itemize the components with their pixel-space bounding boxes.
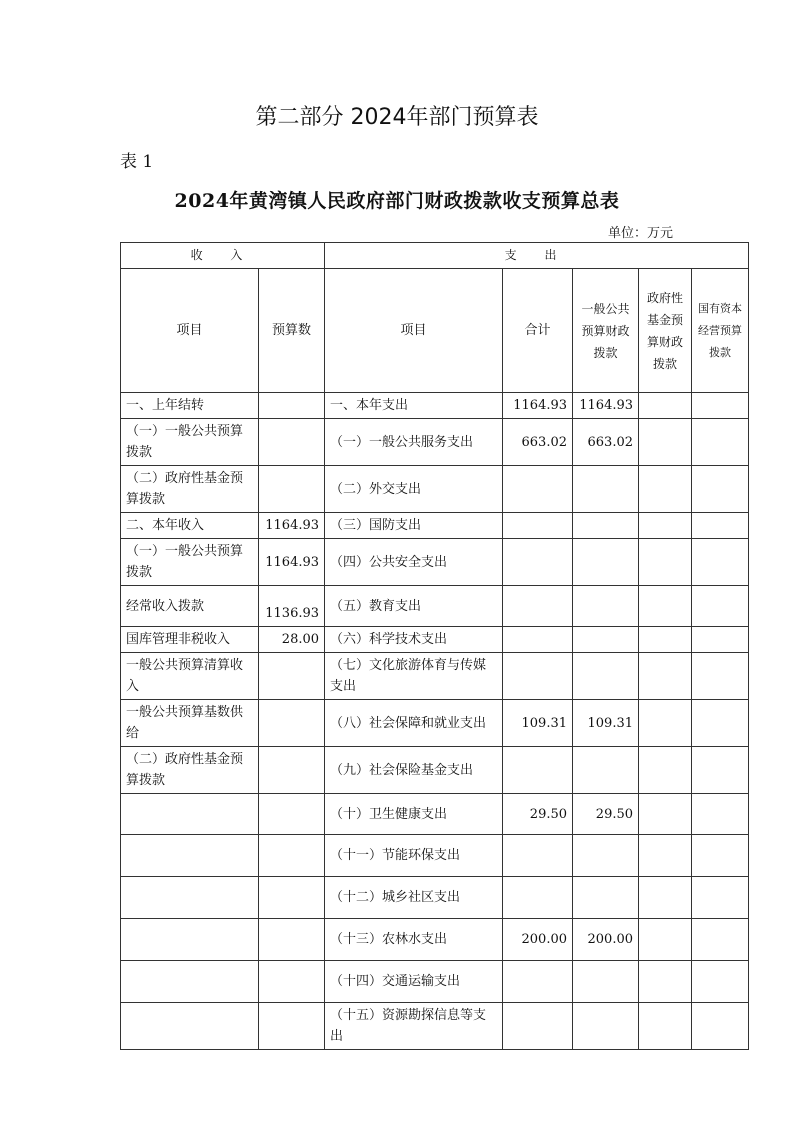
income-amount-cell: 28.00 <box>259 627 325 653</box>
total-cell: 200.00 <box>503 919 573 961</box>
income-item-cell: 一般公共预算基数供给 <box>121 700 259 747</box>
table-row <box>121 513 749 539</box>
income-item-cell: 国库管理非税收入 <box>121 627 259 653</box>
expense-item-cell: （十）卫生健康支出 <box>325 794 503 835</box>
income-amount-cell: 1164.93 <box>259 539 325 586</box>
table-row <box>121 835 749 877</box>
income-item-cell <box>121 1003 259 1050</box>
gov-fund-cell <box>639 1003 692 1050</box>
income-item-cell: 二、本年收入 <box>121 513 259 539</box>
total-cell <box>503 961 573 1003</box>
income-amount-cell <box>259 1003 325 1050</box>
state-capital-cell <box>692 1003 749 1050</box>
state-capital-cell <box>692 700 749 747</box>
general-budget-cell <box>573 466 639 513</box>
expense-item-cell: （十三）农林水支出 <box>325 919 503 961</box>
state-capital-cell <box>692 419 749 466</box>
state-capital-cell <box>692 653 749 700</box>
expense-item-cell: （三）国防支出 <box>325 513 503 539</box>
general-budget-cell <box>573 877 639 919</box>
col-general-budget: 一般公共预算财政拨款 <box>573 269 639 393</box>
income-amount-cell <box>259 919 325 961</box>
general-budget-cell: 29.50 <box>573 794 639 835</box>
part-title: 第二部分 2024年部门预算表 <box>255 105 539 130</box>
total-cell <box>503 466 573 513</box>
general-budget-cell: 109.31 <box>573 700 639 747</box>
expense-item-cell: （十二）城乡社区支出 <box>325 877 503 919</box>
state-capital-cell <box>692 393 749 419</box>
expense-item-cell: （七）文化旅游体育与传媒支出 <box>325 653 503 700</box>
header-expense: 支 出 <box>325 243 749 269</box>
income-amount-cell <box>259 700 325 747</box>
income-amount-cell <box>259 835 325 877</box>
gov-fund-cell <box>639 794 692 835</box>
table-row <box>121 919 749 961</box>
col-gov-fund: 政府性基金预算财政拨款 <box>639 269 692 393</box>
expense-item-cell: （九）社会保险基金支出 <box>325 747 503 794</box>
income-item-cell <box>121 877 259 919</box>
header-row-columns <box>121 269 749 393</box>
state-capital-cell <box>692 466 749 513</box>
table-row <box>121 653 749 700</box>
expense-item-cell: （八）社会保障和就业支出 <box>325 700 503 747</box>
total-cell <box>503 539 573 586</box>
table-row <box>121 961 749 1003</box>
income-item-cell: （二）政府性基金预算拨款 <box>121 747 259 794</box>
gov-fund-cell <box>639 961 692 1003</box>
income-item-cell: （二）政府性基金预算拨款 <box>121 466 259 513</box>
income-amount-cell: 1136.93 <box>259 586 325 627</box>
total-cell <box>503 747 573 794</box>
gov-fund-cell <box>639 393 692 419</box>
total-cell <box>503 653 573 700</box>
gov-fund-cell <box>639 835 692 877</box>
col-expense-item: 项目 <box>325 269 503 393</box>
general-budget-cell <box>573 835 639 877</box>
gov-fund-cell <box>639 700 692 747</box>
expense-item-cell: （一）一般公共服务支出 <box>325 419 503 466</box>
gov-fund-cell <box>639 539 692 586</box>
general-budget-cell: 200.00 <box>573 919 639 961</box>
expense-item-cell: （五）教育支出 <box>325 586 503 627</box>
total-cell <box>503 1003 573 1050</box>
state-capital-cell <box>692 961 749 1003</box>
table-label: 表 1 <box>120 152 154 172</box>
table-row <box>121 627 749 653</box>
col-total: 合计 <box>503 269 573 393</box>
gov-fund-cell <box>639 919 692 961</box>
general-budget-cell: 663.02 <box>573 419 639 466</box>
state-capital-cell <box>692 877 749 919</box>
state-capital-cell <box>692 747 749 794</box>
state-capital-cell <box>692 513 749 539</box>
header-income: 收 入 <box>121 243 325 269</box>
total-cell <box>503 835 573 877</box>
table-row <box>121 539 749 586</box>
table-row <box>121 1003 749 1050</box>
expense-item-cell: （六）科学技术支出 <box>325 627 503 653</box>
table-row <box>121 466 749 513</box>
income-item-cell: 一般公共预算清算收入 <box>121 653 259 700</box>
expense-item-cell: （十四）交通运输支出 <box>325 961 503 1003</box>
table-row <box>121 877 749 919</box>
gov-fund-cell <box>639 466 692 513</box>
gov-fund-cell <box>639 747 692 794</box>
income-amount-cell <box>259 466 325 513</box>
table-row <box>121 700 749 747</box>
income-amount-cell <box>259 653 325 700</box>
table-row <box>121 747 749 794</box>
income-item-cell: 一、上年结转 <box>121 393 259 419</box>
income-item-cell <box>121 835 259 877</box>
expense-item-cell: 一、本年支出 <box>325 393 503 419</box>
header-row-groups <box>121 243 749 269</box>
total-cell <box>503 627 573 653</box>
income-amount-cell <box>259 419 325 466</box>
state-capital-cell <box>692 586 749 627</box>
total-cell: 663.02 <box>503 419 573 466</box>
table-body <box>121 393 749 1050</box>
total-cell <box>503 877 573 919</box>
table-title: 2024年黄湾镇人民政府部门财政拨款收支预算总表 <box>174 190 620 212</box>
table-row <box>121 419 749 466</box>
total-cell <box>503 586 573 627</box>
col-state-capital: 国有资本经营预算拨款 <box>692 269 749 393</box>
table-row <box>121 794 749 835</box>
general-budget-cell <box>573 747 639 794</box>
expense-item-cell: （十五）资源勘探信息等支出 <box>325 1003 503 1050</box>
col-income-budget: 预算数 <box>259 269 325 393</box>
total-cell: 109.31 <box>503 700 573 747</box>
general-budget-cell <box>573 627 639 653</box>
gov-fund-cell <box>639 513 692 539</box>
col-income-item: 项目 <box>121 269 259 393</box>
budget-table <box>120 242 749 1050</box>
state-capital-cell <box>692 539 749 586</box>
state-capital-cell <box>692 919 749 961</box>
gov-fund-cell <box>639 586 692 627</box>
expense-item-cell: （十一）节能环保支出 <box>325 835 503 877</box>
income-item-cell <box>121 794 259 835</box>
income-item-cell: （一）一般公共预算拨款 <box>121 419 259 466</box>
gov-fund-cell <box>639 877 692 919</box>
table-row <box>121 586 749 627</box>
income-amount-cell <box>259 747 325 794</box>
general-budget-cell <box>573 1003 639 1050</box>
income-amount-cell <box>259 794 325 835</box>
expense-item-cell: （四）公共安全支出 <box>325 539 503 586</box>
table-row <box>121 393 749 419</box>
income-item-cell: 经常收入拨款 <box>121 586 259 627</box>
state-capital-cell <box>692 794 749 835</box>
general-budget-cell <box>573 961 639 1003</box>
general-budget-cell <box>573 513 639 539</box>
gov-fund-cell <box>639 627 692 653</box>
income-amount-cell <box>259 961 325 1003</box>
total-cell: 1164.93 <box>503 393 573 419</box>
expense-item-cell: （二）外交支出 <box>325 466 503 513</box>
income-amount-cell <box>259 393 325 419</box>
gov-fund-cell <box>639 419 692 466</box>
general-budget-cell <box>573 653 639 700</box>
income-amount-cell: 1164.93 <box>259 513 325 539</box>
general-budget-cell <box>573 539 639 586</box>
income-amount-cell <box>259 877 325 919</box>
state-capital-cell <box>692 835 749 877</box>
general-budget-cell: 1164.93 <box>573 393 639 419</box>
state-capital-cell <box>692 627 749 653</box>
income-item-cell: （一）一般公共预算拨款 <box>121 539 259 586</box>
total-cell: 29.50 <box>503 794 573 835</box>
income-item-cell <box>121 919 259 961</box>
gov-fund-cell <box>639 653 692 700</box>
general-budget-cell <box>573 586 639 627</box>
total-cell <box>503 513 573 539</box>
income-item-cell <box>121 961 259 1003</box>
unit-label: 单位：万元 <box>607 226 673 241</box>
